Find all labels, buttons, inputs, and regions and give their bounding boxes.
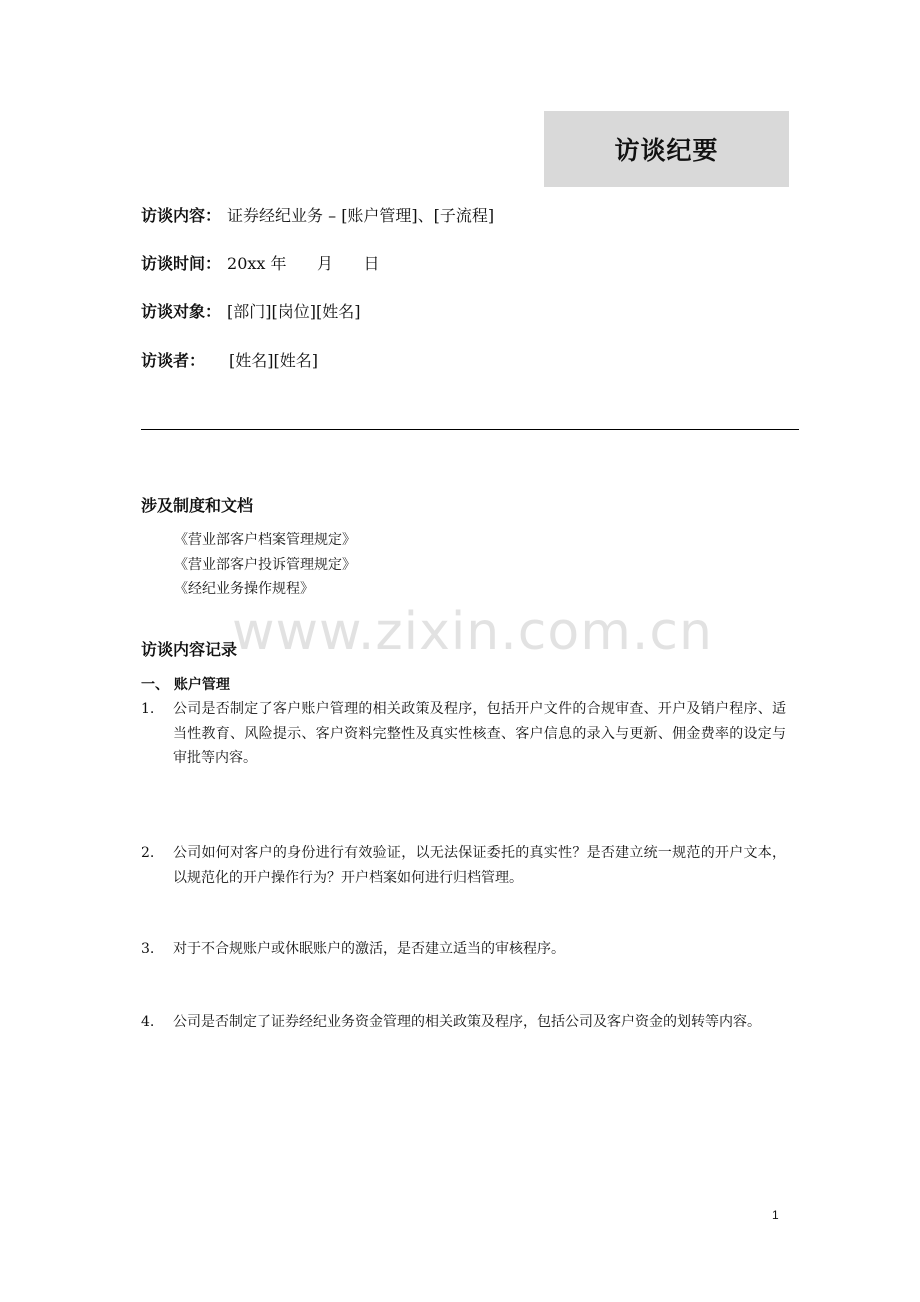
document-title: 访谈纪要 xyxy=(614,136,719,165)
document-item: 《经纪业务操作规程》 xyxy=(174,581,314,597)
documents-heading: 涉及制度和文档 xyxy=(141,496,254,515)
target-label: 访谈对象： xyxy=(141,302,222,321)
question-item xyxy=(141,937,786,962)
record-heading: 访谈内容记录 xyxy=(141,640,238,659)
interviewer-value: [姓名][姓名] xyxy=(229,351,318,370)
question-number: 1. xyxy=(141,701,155,717)
divider-line xyxy=(141,429,799,430)
content-label: 访谈内容： xyxy=(141,206,222,225)
documents-list xyxy=(174,528,356,602)
page-number: 1 xyxy=(772,1208,779,1222)
meta-interviewer-row xyxy=(141,348,318,371)
question-number: 4. xyxy=(141,1014,155,1030)
question-text: 公司如何对客户的身份进行有效验证，以无法保证委托的真实性？是否建立统一规范的开户文本，以规范化的开户操作行为？开户档案如何进行归档管理。 xyxy=(173,845,786,886)
question-number: 2. xyxy=(141,845,155,861)
question-item xyxy=(141,697,786,771)
question-text: 公司是否制定了证券经纪业务资金管理的相关政策及程序，包括公司及客户资金的划转等内容。 xyxy=(173,1014,761,1030)
interviewer-label: 访谈者： xyxy=(141,351,206,370)
time-label: 访谈时间： xyxy=(141,254,222,273)
content-value: 证券经纪业务 – [账户管理]、[子流程] xyxy=(227,206,495,225)
document-item: 《营业部客户投诉管理规定》 xyxy=(174,556,356,573)
question-text: 对于不合规账户或休眠账户的激活，是否建立适当的审核程序。 xyxy=(173,941,565,957)
meta-content-row xyxy=(141,203,494,226)
document-item: 《营业部客户档案管理规定》 xyxy=(174,532,356,548)
question-number: 3. xyxy=(141,941,155,957)
title-box xyxy=(544,111,789,187)
target-value: [部门][岗位][姓名] xyxy=(227,302,361,321)
account-management-subheading: 一、 账户管理 xyxy=(141,677,230,693)
question-text: 公司是否制定了客户账户管理的相关政策及程序，包括开户文件的合规审查、开户及销户程序、适当性教育、风险提示、客户资料完整性及真实性核查、客户信息的录入与更新、佣金费率的设定与审批等内容。 xyxy=(173,701,786,766)
question-item xyxy=(141,1010,786,1035)
watermark: www.zixin.com.cn xyxy=(232,602,713,662)
meta-target-row xyxy=(141,299,360,322)
question-item xyxy=(141,841,786,890)
time-value: 20xx 年 月 日 xyxy=(227,254,380,273)
meta-time-row xyxy=(141,251,380,274)
